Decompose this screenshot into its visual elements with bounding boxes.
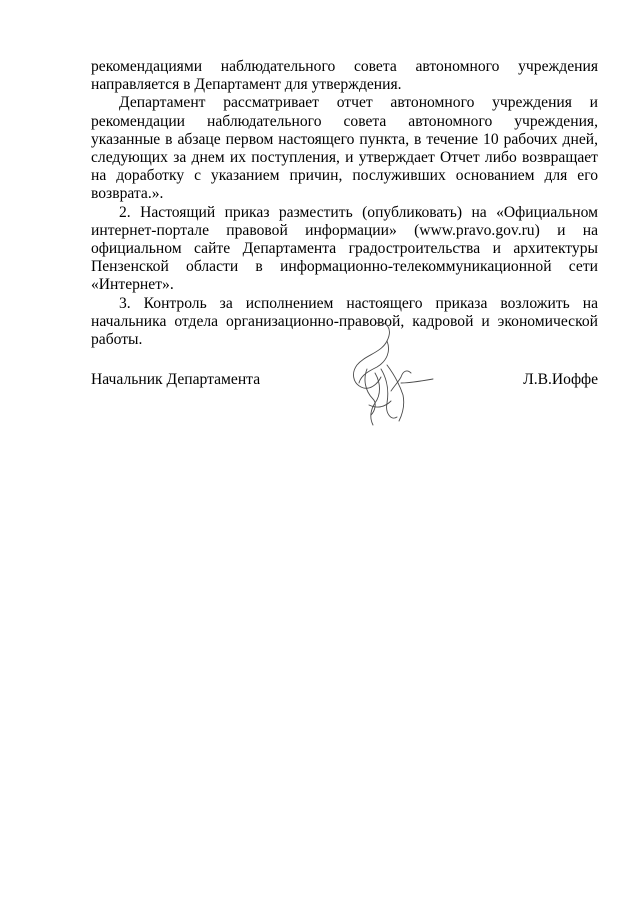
- paragraph-control-clause: 3. Контроль за исполнением настоящего приказа возложить на начальника отдела организационно-правовой, кадровой и экономической работы.: [91, 294, 598, 349]
- signatory-title: Начальник Департамента: [91, 371, 261, 388]
- handwritten-signature: [341, 321, 436, 436]
- paragraph-review-procedure: Департамент рассматривает отчет автономного учреждения и рекомендации наблюдательного совета автономного учреждения, указанные в абзаце первом настоящего пункта, в течение 10 рабочих дней, следующих за днем их поступления, и утверждает Отчет либо возвращает на доработку с указанием причин, послуживших основанием для его возврата.».: [91, 94, 598, 203]
- signature-block: [91, 371, 598, 451]
- paragraph-continuation: рекомендациями наблюдательного совета автономного учреждения направляется в Департамент для утверждения.: [91, 58, 598, 94]
- document-body: [91, 58, 598, 349]
- signatory-name: Л.В.Иоффе: [523, 371, 598, 388]
- paragraph-publication-clause: 2. Настоящий приказ разместить (опубликовать) на «Официальном интернет-портале правовой информации» (www.pravo.gov.ru) и на официальном сайте Департамента градостроительства и архитектуры Пензенской области в информационно-телекоммуникационной сети «Интернет».: [91, 203, 598, 294]
